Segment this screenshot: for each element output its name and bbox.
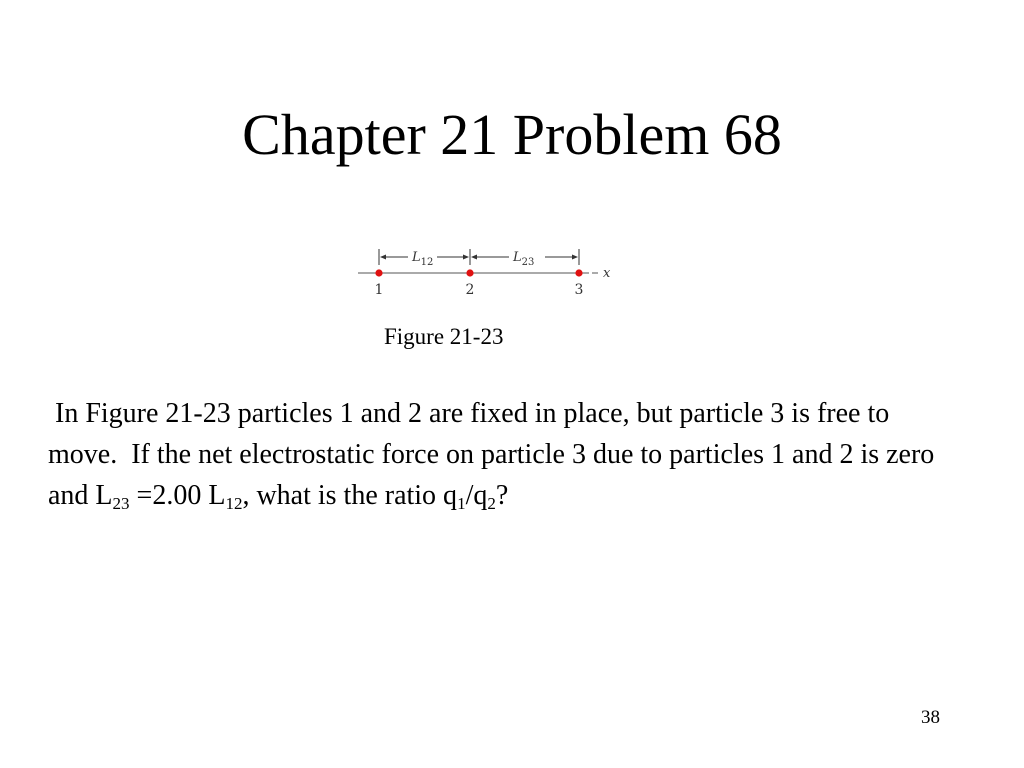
- dimension-label-l12: $L_{12}$: [412, 250, 434, 268]
- page-number: 38: [921, 707, 940, 728]
- x-axis-label: x: [603, 266, 611, 281]
- subscript-23: 23: [112, 494, 130, 513]
- problem-text-part: /q: [465, 480, 488, 511]
- particle-1-dot: [375, 269, 382, 276]
- dimension-label-l23: $L_{23}$: [513, 250, 535, 268]
- dimension-lines: [379, 249, 579, 265]
- slide-title: Chapter 21 Problem 68: [242, 102, 782, 167]
- figure-caption: Figure 21-23: [384, 324, 504, 349]
- subscript-2: 2: [487, 494, 496, 513]
- figure-21-23-diagram: [352, 243, 618, 299]
- particle-3-label: 3: [574, 282, 584, 298]
- particle-2-label: 2: [465, 282, 475, 298]
- particle-2-dot: [466, 269, 473, 276]
- problem-text-part: =2.00 L: [129, 480, 226, 511]
- subscript-1: 1: [457, 494, 466, 513]
- problem-text-part: ?: [495, 480, 509, 511]
- problem-text-part: In Figure 21-23 particles 1 and 2 are fixed in place, but particle 3 is free to move. If the net electrostatic force on particle 3 due to particles 1 and 2 is zero and L: [48, 398, 942, 511]
- problem-text-part: , what is the ratio q: [242, 480, 458, 511]
- problem-text: [48, 393, 942, 516]
- particle-1-label: 1: [374, 282, 384, 298]
- particle-3-dot: [575, 269, 582, 276]
- subscript-12: 12: [225, 494, 243, 513]
